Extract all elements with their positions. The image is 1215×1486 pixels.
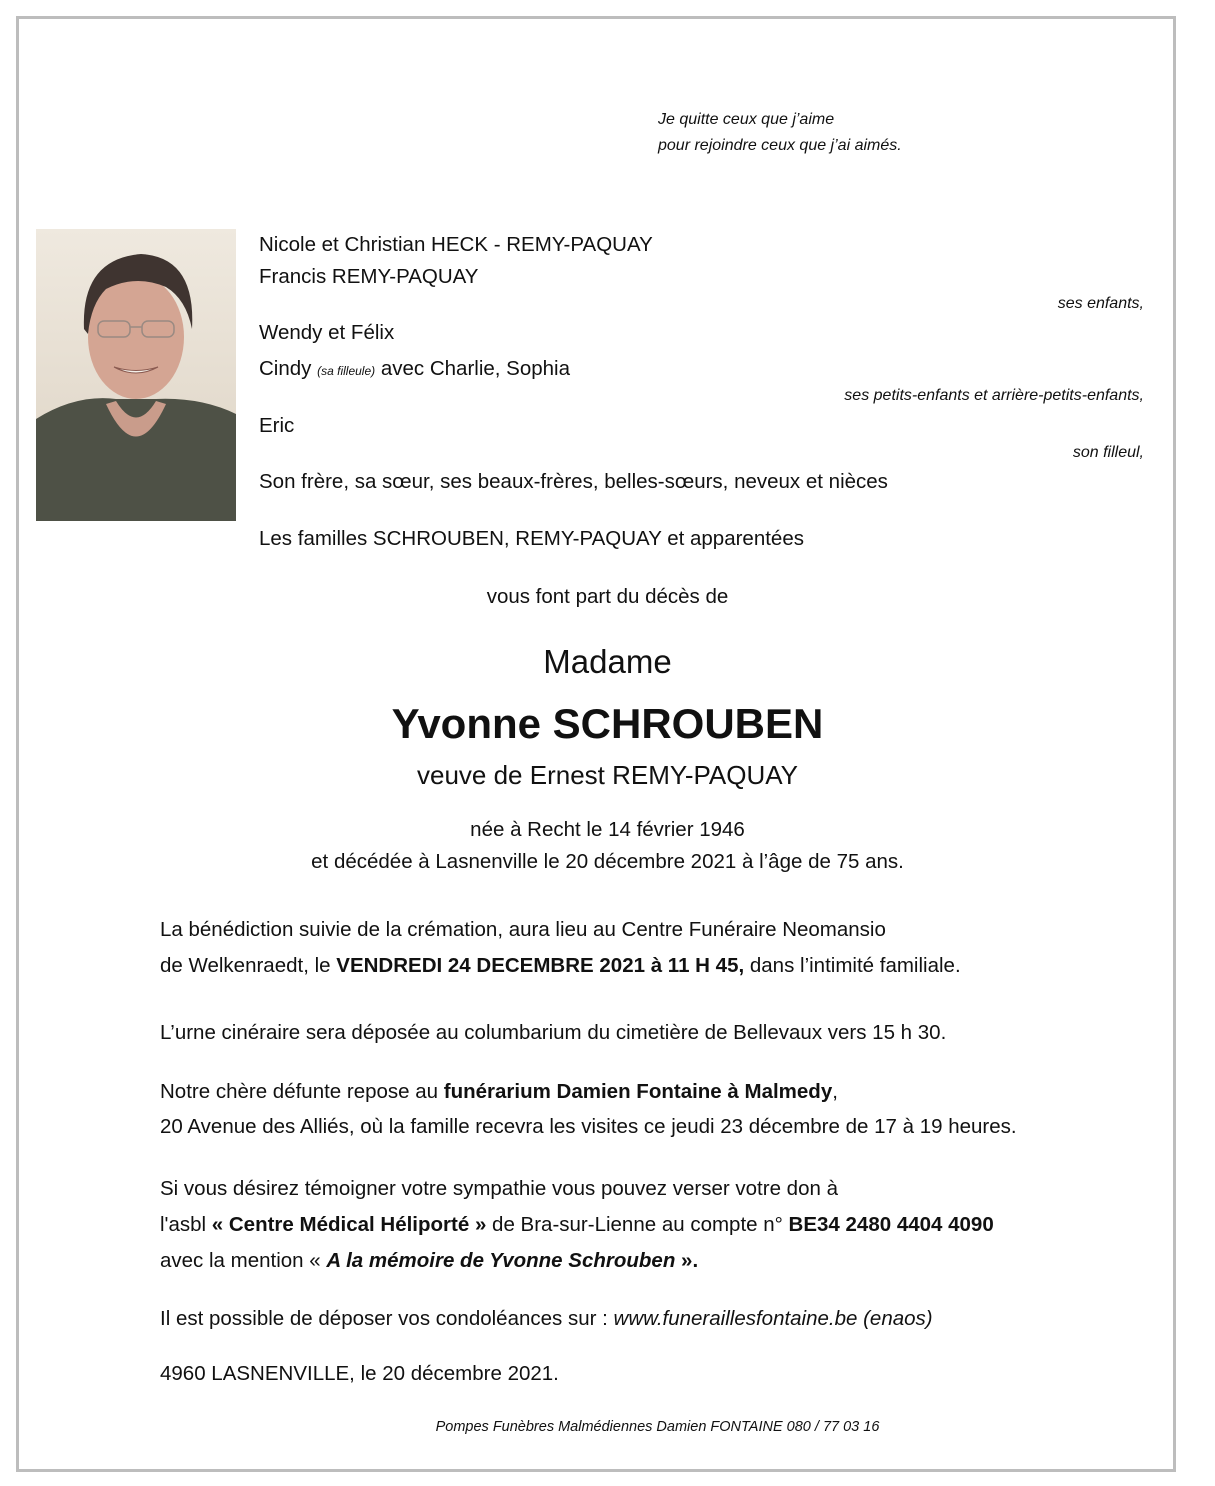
ceremony-privacy: dans l’intimité familiale. — [744, 954, 961, 977]
families-line: Les familles SCHROUBEN, REMY-PAQUAY et apparentées — [259, 527, 804, 550]
charity-name: « Centre Médical Héliporté » — [211, 1213, 487, 1236]
widow-of: veuve de Ernest REMY-PAQUAY — [416, 760, 798, 790]
grandchildren-label: ses petits-enfants et arrière-petits-enfants, — [844, 387, 1144, 404]
footer-funeral-home: Pompes Funèbres Malmédiennes Damien FONTAINE 080 / 77 03 16 — [435, 1419, 880, 1435]
donation-mention: A la mémoire de Yvonne Schrouben — [326, 1249, 676, 1272]
filleule-note: (sa filleule) — [317, 364, 376, 378]
donation-mention-intro: avec la mention « — [160, 1249, 327, 1272]
announcement-intro: vous font part du décès de — [486, 585, 729, 608]
donation-mention-close: ». — [675, 1249, 699, 1272]
children-line-1: Nicole et Christian HECK - REMY-PAQUAY — [259, 233, 653, 256]
ceremony-line-1: La bénédiction suivie de la crémation, aura lieu au Centre Funéraire Neomansio — [160, 918, 886, 941]
repose-line-1 — [160, 1079, 838, 1105]
urn-line: L’urne cinéraire sera déposée au columbarium du cimetière de Bellevaux vers 15 h 30. — [160, 1021, 947, 1044]
death-info: et décédée à Lasnenville le 20 décembre 2021 à l’âge de 75 ans. — [311, 850, 904, 873]
ceremony-datetime: VENDREDI 24 DECEMBRE 2021 à 11 H 45, — [336, 954, 745, 977]
condolences-intro: Il est possible de déposer vos condoléances sur : — [160, 1307, 614, 1330]
funerarium-name: funérarium Damien Fontaine à Malmedy — [443, 1080, 833, 1103]
epigraph-line-2: pour rejoindre ceux que j’ai aimés. — [658, 137, 902, 154]
birth-info: née à Recht le 14 février 1946 — [470, 818, 745, 841]
epigraph — [658, 107, 902, 159]
repose-line-2: 20 Avenue des Alliés, où la famille recevra les visites ce jeudi 23 décembre de 17 à 19 heures. — [160, 1115, 1017, 1138]
children-label: ses enfants, — [1057, 295, 1144, 312]
grandchildren-rest: avec Charlie, Sophia — [375, 357, 571, 380]
siblings-line: Son frère, sa sœur, ses beaux-frères, belles-sœurs, neveux et nièces — [259, 470, 888, 493]
portrait-photo — [36, 229, 236, 521]
epigraph-line-1: Je quitte ceux que j’aime — [658, 111, 835, 128]
grandchildren-line-2 — [259, 356, 570, 384]
deceased-name: Yvonne SCHROUBEN — [391, 700, 824, 747]
place-date: 4960 LASNENVILLE, le 20 décembre 2021. — [160, 1362, 559, 1385]
condolences-line — [160, 1306, 933, 1332]
condolences-link[interactable]: www.funeraillesfontaine.be (enaos) — [613, 1307, 933, 1330]
repose-intro: Notre chère défunte repose au — [160, 1080, 444, 1103]
portrait-illustration — [36, 229, 236, 521]
donation-account-intro: de Bra-sur-Lienne au compte n° — [486, 1213, 789, 1236]
donation-line-2 — [160, 1212, 994, 1238]
donation-asbl: l'asbl — [160, 1213, 212, 1236]
children-line-2: Francis REMY-PAQUAY — [259, 265, 479, 288]
account-number: BE34 2480 4404 4090 — [788, 1213, 994, 1236]
godson-label: son filleul, — [1072, 444, 1144, 461]
ceremony-place: de Welkenraedt, le — [160, 954, 337, 977]
godson-line: Eric — [259, 414, 295, 437]
donation-line-3 — [160, 1248, 698, 1274]
ceremony-line-2 — [160, 953, 961, 979]
grandchildren-cindy: Cindy — [259, 357, 318, 380]
repose-comma: , — [832, 1080, 838, 1103]
deceased-title: Madame — [543, 643, 672, 680]
grandchildren-line-1: Wendy et Félix — [259, 321, 395, 344]
donation-line-1: Si vous désirez témoigner votre sympathie vous pouvez verser votre don à — [160, 1177, 838, 1200]
